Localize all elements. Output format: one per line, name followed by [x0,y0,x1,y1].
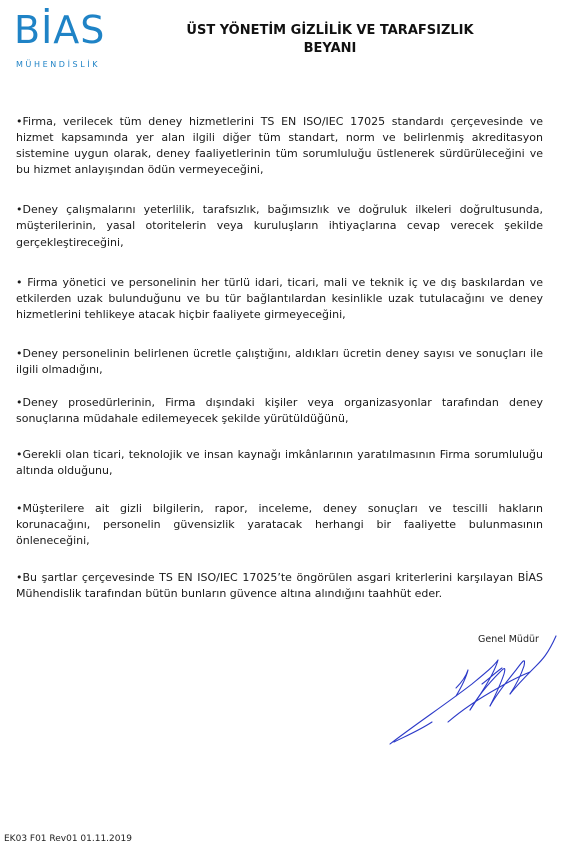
declaration-item: •Deney personelinin belirlenen ücretle çalıştığını, aldıkları ücretin deney sayısı ve sonuçları ile ilgili olmadığını, [16,346,543,377]
title-line-1: ÜST YÖNETİM GİZLİLİK VE TARAFSIZLIK [186,23,474,38]
company-logo [14,8,124,70]
declaration-item: •Müşterilere ait gizli bilgilerin, rapor, inceleme, deney sonuçları ve tescilli hakların korunacağını, personelin güvensizlik yaratacak herhangi bir faaliyette bulunmasının önleneceğini, [16,501,543,547]
declaration-item: • Firma yönetici ve personelinin her türlü idari, ticari, mali ve teknik iç ve dış baskılardan ve etkilerden uzak bulunduğunu ve bu tür bağlantılardan kesinlikle uzak tutulacağını ve deney hizmetlerini tehlikeye atacak hiçbir faaliyete girmeyeceğini, [16,275,543,321]
signer-title: Genel Müdür [478,634,539,645]
logo-subtitle: MÜHENDİSLİK [16,60,101,69]
declaration-item: •Deney prosedürlerinin, Firma dışındaki kişiler veya organizasyonlar tarafından deney sonuçlarına müdahale edilemeyecek şekilde yürütüldüğünü, [16,396,543,426]
declaration-item: •Gerekli olan ticari, teknolojik ve insan kaynağı imkânlarının yaratılmasının Firma sorumluluğu altında olduğunu, [16,448,543,478]
logo-mark: BİAS [14,8,106,52]
declaration-item: •Deney çalışmalarını yeterlilik, tarafsızlık, bağımsızlık ve doğruluk ilkeleri doğrultusunda, müşterilerinin, yasal otoritelerin veya kuruluşların ihtiyaçlarına cevap verecek şekilde gerçekleştireceğini, [16,203,543,249]
document-title [160,22,500,58]
declaration-item: •Firma, verilecek tüm deney hizmetlerini TS EN ISO/IEC 17025 standardı çerçevesinde ve hizmet kapsamında yer alan ilgili diğer tüm standart, norm ve belirlenmiş akreditasyon sistemine uygun olarak, deney faaliyetlerinin tüm sorumluluğu üstlenerek sürdürüleceğini ve bu hizmet anlayışından ödün vermeyeceğini, [16,115,543,177]
signature-image [386,626,558,756]
declaration-item: •Bu şartlar çerçevesinde TS EN ISO/IEC 17025’te öngörülen asgari kriterlerini karşılayan BİAS Mühendislik tarafından bütün bunların güvence altına alındığını taahhüt eder. [16,570,543,600]
title-line-2: BEYANI [303,41,357,56]
document-code: EK03 F01 Rev01 01.11.2019 [4,834,132,844]
declaration-body [16,110,543,602]
